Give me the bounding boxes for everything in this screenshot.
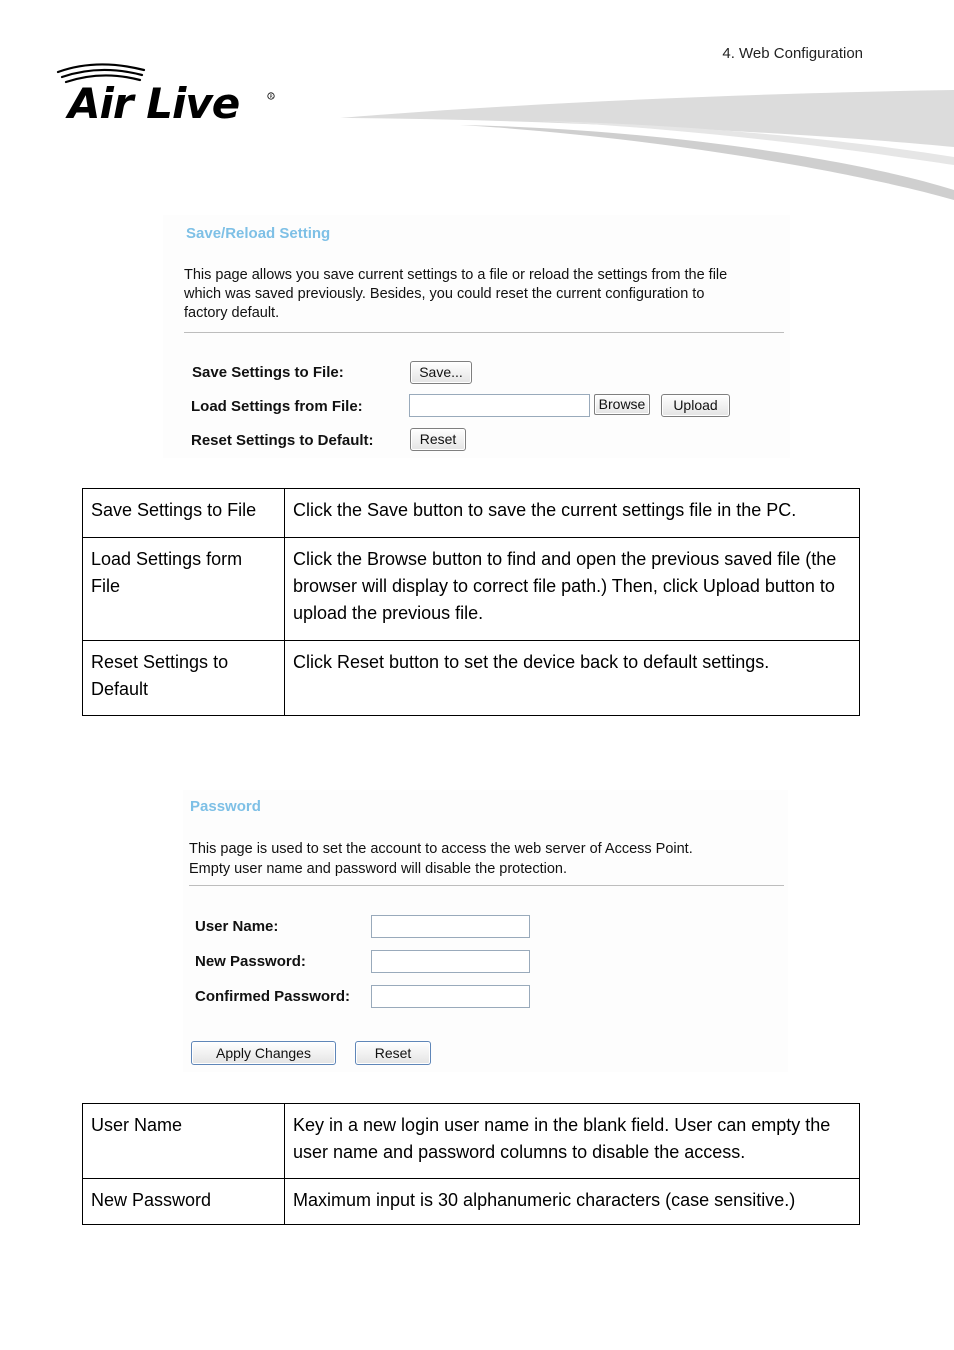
password-title: Password [190, 798, 261, 815]
confirmed-password-input[interactable] [371, 985, 530, 1008]
save-reload-divider [184, 332, 784, 333]
save-reload-reference-table [82, 488, 860, 716]
table-row [83, 1104, 860, 1179]
description-cell: Click the Browse button to find and open the previous saved file (the browser will display to correct file path.) Then, click Upload button to upload the previous file. [285, 538, 860, 641]
description-cell: Click Reset button to set the device back to default settings. [285, 641, 860, 716]
table-row [83, 538, 860, 641]
new-password-input[interactable] [371, 950, 530, 973]
airlive-logo [52, 58, 282, 128]
password-reset-button[interactable]: Reset [355, 1041, 431, 1065]
settings-file-input[interactable] [409, 394, 590, 417]
password-divider [189, 885, 784, 886]
save-button[interactable]: Save... [410, 361, 472, 384]
header-swoosh-decoration [340, 85, 954, 200]
load-settings-label: Load Settings from File: [191, 398, 363, 415]
confirmed-password-label: Confirmed Password: [195, 988, 351, 1005]
description-cell: Maximum input is 30 alphanumeric characters (case sensitive.) [285, 1179, 860, 1225]
browse-button[interactable]: Browse [594, 394, 650, 415]
description-cell: Key in a new login user name in the blank field. User can empty the user name and password columns to disable the access. [285, 1104, 860, 1179]
save-reload-screenshot [163, 215, 790, 458]
description-cell: Click the Save button to save the current settings file in the PC. [285, 489, 860, 538]
save-reload-title: Save/Reload Setting [186, 225, 331, 242]
reset-default-button[interactable]: Reset [410, 428, 466, 451]
reset-settings-label: Reset Settings to Default: [191, 432, 374, 449]
term-cell: User Name [83, 1104, 285, 1179]
term-cell: Load Settings form File [83, 538, 285, 641]
password-description: This page is used to set the account to access the web server of Access Point. Empty user name and password will disable the protection. [189, 841, 693, 877]
apply-changes-button[interactable]: Apply Changes [191, 1041, 336, 1065]
user-name-label: User Name: [195, 918, 279, 935]
term-cell: Save Settings to File [83, 489, 285, 538]
svg-text:R: R [269, 94, 273, 100]
chapter-heading: 4. Web Configuration [722, 45, 863, 62]
upload-button[interactable]: Upload [661, 394, 730, 417]
table-row [83, 489, 860, 538]
user-name-input[interactable] [371, 915, 530, 938]
new-password-label: New Password: [195, 953, 306, 970]
term-cell: Reset Settings to Default [83, 641, 285, 716]
save-settings-label: Save Settings to File: [192, 364, 344, 381]
logo-wordmark: Air Live [68, 79, 240, 128]
term-cell: New Password [83, 1179, 285, 1225]
table-row [83, 1179, 860, 1225]
password-reference-table [82, 1103, 860, 1225]
table-row [83, 641, 860, 716]
save-reload-description: This page allows you save current settings to a file or reload the settings from the file which was saved previously. Besides, you could reset the current configuration to factory default. [184, 267, 728, 321]
